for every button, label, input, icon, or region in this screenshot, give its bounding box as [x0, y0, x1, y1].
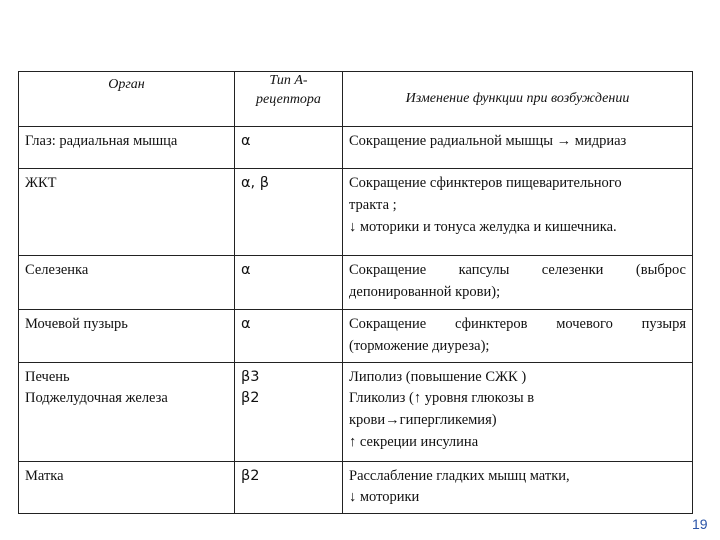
- function-change-line: ↓ моторики и тонуса желудка и кишечника.: [349, 218, 617, 235]
- receptor-type-cell: [235, 362, 343, 461]
- function-change-cell: [343, 461, 693, 514]
- function-change-line: Сокращение сфинктеров мочевого пузыря (торможение диуреза);: [349, 316, 686, 354]
- receptor-type-cell: [235, 461, 343, 514]
- receptor-type: β2: [241, 467, 260, 484]
- organ-cell: Печень Поджелудочная железа: [19, 362, 235, 461]
- function-change-line: Расслабление гладких мышц матки,: [349, 467, 570, 484]
- receptor-type: β2: [241, 390, 260, 407]
- function-change-line: Гликолиз (↑ уровня глюкозы в: [349, 390, 535, 407]
- function-change-cell: [343, 127, 693, 169]
- page-number: 19: [692, 516, 708, 532]
- receptor-type: α: [241, 316, 251, 332]
- table-row: [19, 256, 693, 310]
- receptor-type-cell: [235, 127, 343, 169]
- function-change-line: крови→гипергликемия): [349, 412, 497, 428]
- receptor-type-cell: [235, 256, 343, 310]
- function-change-cell: [343, 169, 693, 256]
- function-change-cell: [343, 362, 693, 461]
- receptor-type: α: [241, 262, 251, 278]
- receptor-type-cell: [235, 310, 343, 363]
- table-row: [19, 169, 693, 256]
- function-change-line: ↓ моторики: [349, 489, 420, 506]
- organ-cell: Мочевой пузырь: [19, 310, 235, 363]
- function-change-line: Сокращение капсулы селезенки (выброс депонированной крови);: [349, 262, 686, 300]
- table-row: [19, 310, 693, 363]
- receptor-type: α, β: [241, 175, 270, 191]
- function-change-cell: [343, 256, 693, 310]
- table-row: [19, 362, 693, 461]
- function-change-line: Липолиз (повышение СЖК ): [349, 368, 527, 385]
- organ-cell: ЖКТ: [19, 169, 235, 256]
- organ-cell: Глаз: радиальная мышца: [19, 127, 235, 169]
- receptor-type: β3: [241, 368, 260, 385]
- function-change-cell: [343, 310, 693, 363]
- receptor-type: α: [241, 133, 251, 149]
- function-change-line: ↑ секреции инсулина: [349, 433, 479, 450]
- organ-cell: Матка: [19, 461, 235, 514]
- function-change-line: Сокращение сфинктеров пищеварительного: [349, 175, 622, 191]
- receptor-type-cell: [235, 169, 343, 256]
- table-body: [19, 72, 693, 514]
- table-header-row: [19, 72, 693, 127]
- organ-cell: Селезенка: [19, 256, 235, 310]
- header-function-change: Изменение функции при возбуждении: [343, 72, 693, 127]
- receptor-table: [18, 71, 693, 514]
- header-organ: Орган: [19, 72, 235, 127]
- function-change-line: Сокращение радиальной мышцы → мидриаз: [349, 133, 627, 149]
- function-change-line: тракта ;: [349, 196, 397, 213]
- table-row: [19, 461, 693, 514]
- header-receptor-type: Тип А- рецептора: [235, 72, 343, 127]
- table-row: [19, 127, 693, 169]
